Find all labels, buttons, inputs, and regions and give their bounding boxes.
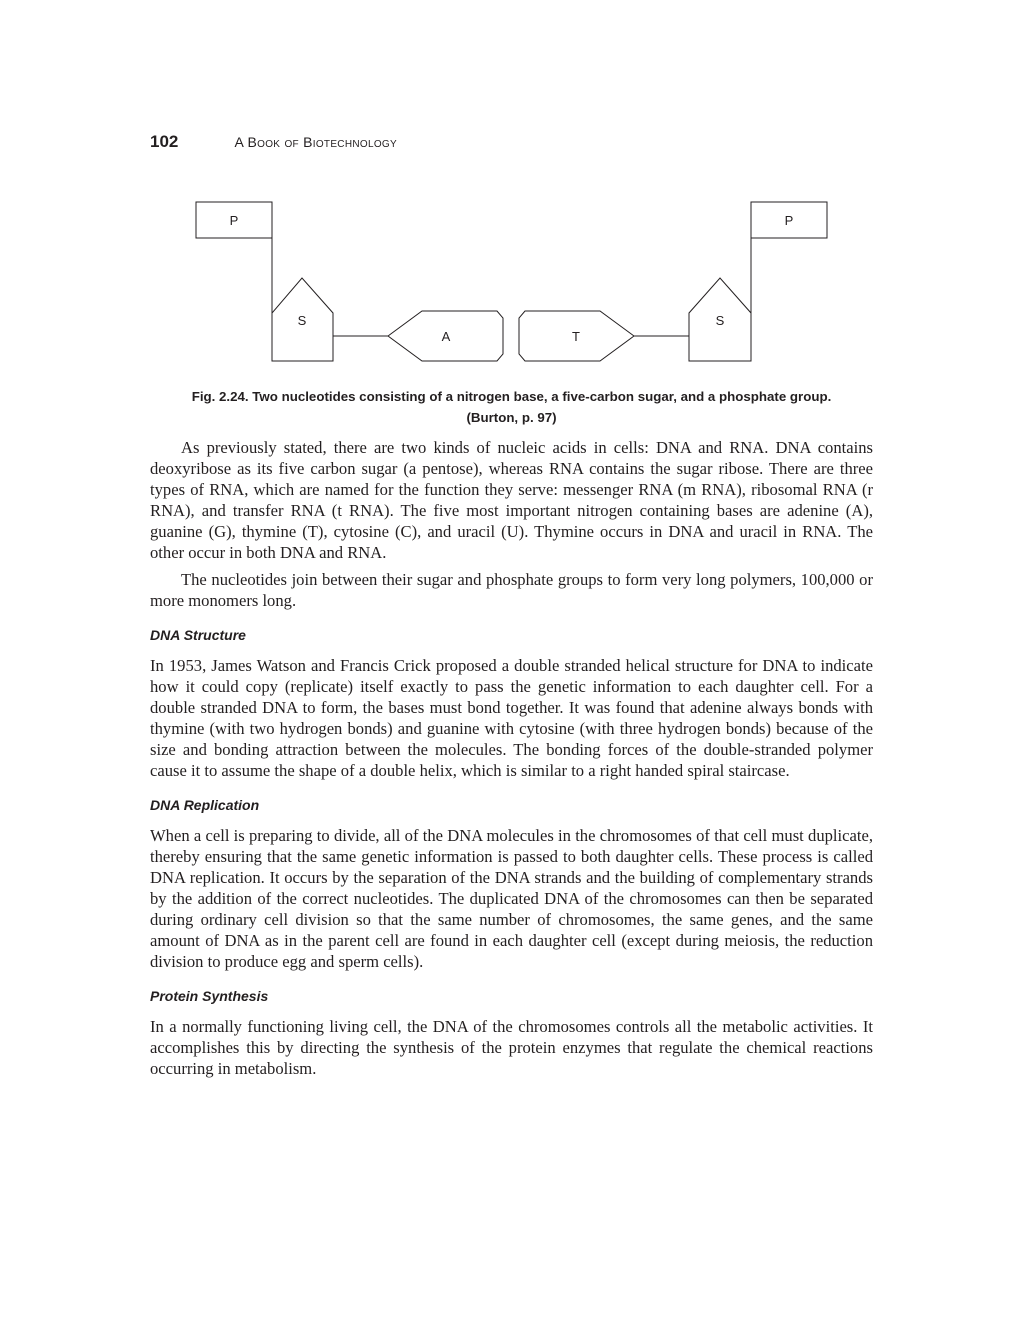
sugar-label-right: S	[715, 313, 725, 328]
nucleotide-diagram	[0, 0, 1023, 380]
section-heading-dna-structure: DNA Structure	[150, 627, 246, 643]
base-label-right: T	[572, 329, 580, 344]
paragraph-protein-synthesis: In a normally functioning living cell, the DNA of the chromosomes controls all the metabolic activities. It accomplishes this by directing the synthesis of the protein enzymes that regulate the chemical reactions occurring in metabolism.	[150, 1017, 873, 1078]
figure-caption-line2: (Burton, p. 97)	[466, 410, 557, 425]
phosphate-label-right: P	[784, 213, 794, 228]
section-heading-dna-replication: DNA Replication	[150, 797, 260, 813]
section-heading-protein-synthesis: Protein Synthesis	[150, 988, 269, 1004]
figure-caption-line1: Fig. 2.24. Two nucleotides consisting of a nitrogen base, a five-carbon sugar, and a phosphate group.	[191, 389, 832, 404]
paragraph-polymers: The nucleotides join between their sugar and phosphate groups to form very long polymers, 100,000 or more monomers long.	[150, 570, 873, 610]
sugar-label-left: S	[297, 313, 307, 328]
paragraph-dna-replication: When a cell is preparing to divide, all of the DNA molecules in the chromosomes of that cell must duplicate, thereby ensuring that the same genetic information is passed to both daughter cells. These process is called DNA replication. It occurs by the separation of the DNA strands and the building of complementary strands by the addition of the correct nucleotides. The duplicated DNA of the chromosomes can then be separated during ordinary cell division so that the same number of chromosomes, the same genes, and the same amount of DNA as in the parent cell are found in each daughter cell (except during meiosis, the reduction division to produce egg and sperm cells).	[150, 826, 873, 971]
paragraph-nucleic-acids: As previously stated, there are two kinds of nucleic acids in cells: DNA and RNA. DNA contains deoxyribose as its five carbon sugar (a pentose), whereas RNA contains the sugar ribose. There are three types of RNA, which are named for the function they serve: messenger RNA (m RNA), ribosomal RNA (r RNA), and transfer RNA (t RNA). The five most important nitrogen containing bases are adenine (A), guanine (G), thymine (T), cytosine (C), and uracil (U). Thymine occurs in DNA and uracil in RNA. The other occur in both DNA and RNA.	[150, 438, 873, 562]
figure-caption	[150, 386, 873, 428]
page-number: 102	[150, 132, 179, 151]
base-label-left: A	[441, 329, 451, 344]
body-text	[150, 437, 873, 1079]
book-title: A Book of Biotechnology	[234, 134, 397, 150]
phosphate-label-left: P	[229, 213, 239, 228]
paragraph-dna-structure: In 1953, James Watson and Francis Crick proposed a double stranded helical structure for DNA to indicate how it could copy (replicate) itself exactly to pass the genetic information to each daughter cell. For a double stranded DNA to form, the bases must bond together. It was found that adenine always bonds with thymine (with two hydrogen bonds) and guanine with cytosine (with three hydrogen bonds) because of the size and bonding attraction between the molecules. The bonding forces of the double-stranded polymer cause it to assume the shape of a double helix, which is similar to a right handed spiral staircase.	[150, 656, 873, 780]
